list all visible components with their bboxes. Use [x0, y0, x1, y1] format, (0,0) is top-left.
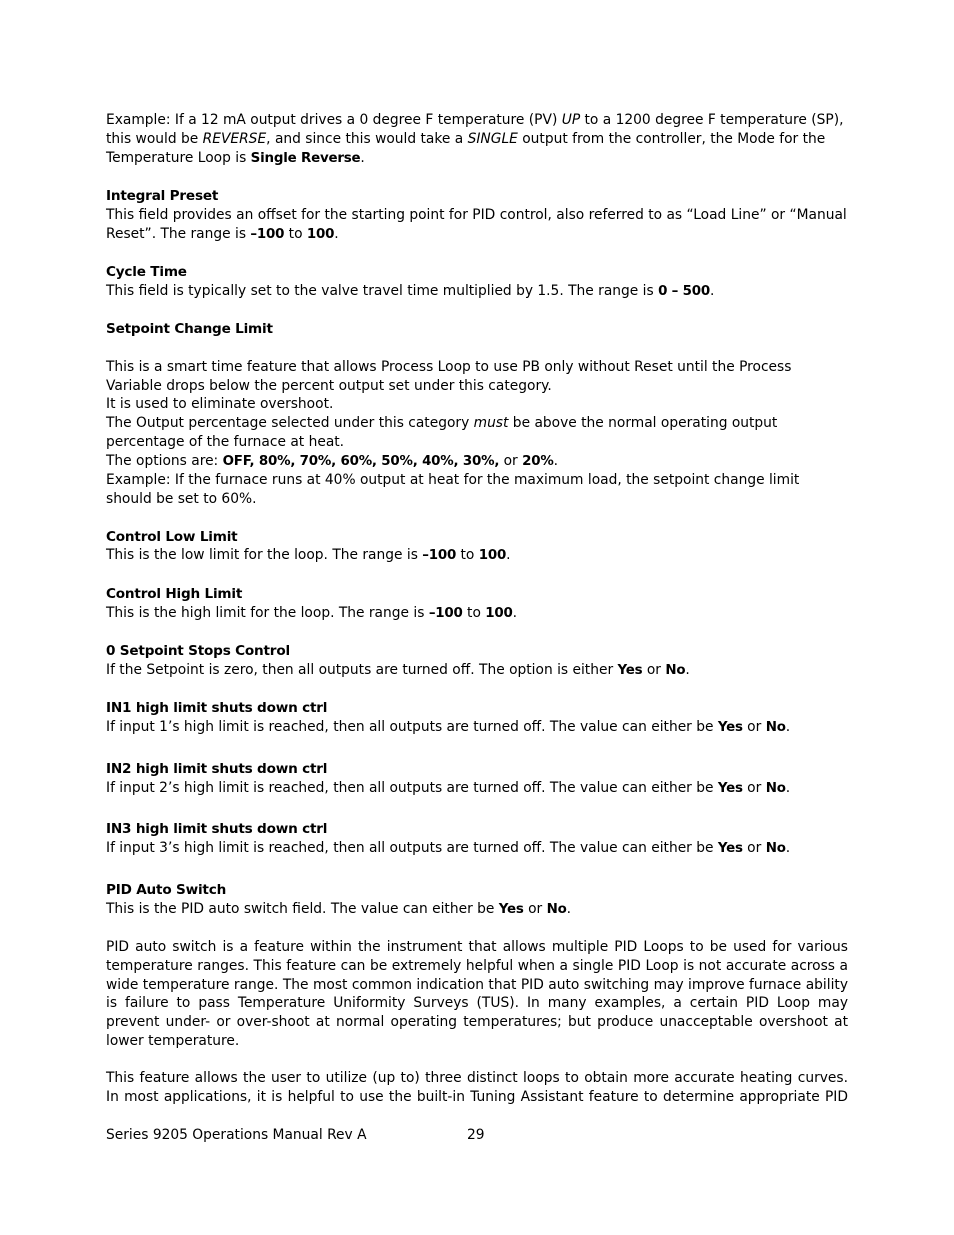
body-text: .: [506, 547, 511, 564]
option-no: No: [765, 780, 786, 796]
footer-title: Series 9205 Operations Manual Rev A: [106, 1127, 367, 1143]
intro-paragraph: [106, 111, 848, 168]
section-heading: 0 Setpoint Stops Control: [106, 643, 290, 659]
option-yes: Yes: [717, 780, 743, 796]
section-body: This is a smart time feature that allows Process Loop to use PB only without Reset until the Process Variable drops below the percent output set under this category.: [106, 358, 792, 394]
range-value: 0 – 500: [658, 283, 710, 299]
body-text: .: [334, 225, 339, 242]
body-text: .: [512, 604, 518, 621]
section-heading: IN2 high limit shuts down ctrl: [106, 760, 328, 777]
body-text: If input 2’s high limit is reached, then all outputs are turned off. The value can either be: [106, 779, 718, 796]
body-text: The Output percentage selected under this category: [106, 415, 474, 431]
intro-text: output from the controller, the Mode for the Temperature Loop is: [106, 130, 826, 166]
option-no: No: [665, 662, 686, 678]
body-text: .: [566, 900, 571, 917]
range-min: –100: [422, 548, 457, 564]
range-min: –100: [250, 226, 285, 242]
section-heading: Cycle Time: [106, 264, 187, 280]
option-yes: Yes: [617, 662, 643, 678]
body-text: This is the PID auto switch field. The value can either be: [106, 900, 499, 917]
body-text: or: [499, 452, 523, 469]
intro-text: to a 1200 degree F temperature (SP), this would be: [106, 112, 844, 147]
body-text: This field is typically set to the valve travel time multiplied by 1.5. The range is: [106, 282, 659, 299]
section-body: [106, 779, 848, 799]
body-text: .: [785, 719, 791, 735]
intro-single: SINGLE: [467, 130, 518, 147]
section-heading: IN1 high limit shuts down ctrl: [106, 700, 328, 717]
intro-text: Example: If a 12 mA output drives a 0 degree F temperature (PV): [106, 112, 562, 128]
section-heading: Control Low Limit: [106, 528, 238, 545]
body-text: .: [785, 840, 791, 856]
body-text: If input 1’s high limit is reached, then all outputs are turned off. The value can either be: [106, 719, 718, 735]
section-body: Example: If the furnace runs at 40% output at heat for the maximum load, the setpoint change limit should be set to 60%.: [106, 472, 800, 507]
body-text: .: [553, 452, 558, 469]
section-heading: Setpoint Change Limit: [106, 321, 273, 338]
body-text: to: [462, 604, 486, 621]
section-body: [106, 452, 848, 472]
body-text: or: [742, 840, 766, 856]
section-heading: IN3 high limit shuts down ctrl: [106, 821, 328, 838]
document-body: [106, 111, 848, 1107]
body-text: This field provides an offset for the starting point for PID control, also referred to as “Load Line” or “Manual Reset”. The range is: [106, 206, 847, 242]
section-body: [106, 839, 848, 859]
page-number: 29: [467, 1127, 485, 1143]
body-text: or: [742, 779, 766, 796]
range-max: 100: [485, 605, 513, 621]
section-body: [106, 206, 848, 245]
body-text: .: [785, 779, 791, 796]
option-yes: Yes: [498, 901, 524, 917]
body-text: be above the normal operating output percentage of the furnace at heat.: [106, 415, 778, 450]
section-body: [106, 604, 848, 624]
section-body: [106, 414, 848, 452]
section-body: It is used to eliminate overshoot.: [106, 396, 334, 413]
body-text: This is the low limit for the loop. The range is: [106, 547, 423, 564]
intro-text: .: [360, 149, 365, 166]
range-min: –100: [428, 605, 463, 621]
section-body: PID auto switch is a feature within the instrument that allows multiple PID Loops to be used for various temperature ranges. This feature can be extremely helpful when a single PID Loop is not accurate across a wide temperature range. The most common indication that PID auto switching may improve furnace ability is failure to pass Temperature Uniformity Surveys (TUS). In many examples, a certain PID Loop may prevent under- or over-shoot at normal operating temperatures; but produce unacceptable overshoot at lower temperature.: [106, 939, 848, 1049]
range-max: 100: [306, 226, 335, 242]
section-body: This feature allows the user to utilize (up to) three distinct loops to obtain more accurate heating curves. In most applications, it is helpful to use the built-in Tuning Assistant feature to determine appropriate PID: [106, 1070, 848, 1105]
body-text: This is the high limit for the loop. The range is: [106, 604, 429, 621]
section-heading: Control High Limit: [106, 585, 243, 602]
intro-text: , and since this would take a: [266, 130, 468, 147]
intro-reverse: REVERSE: [202, 130, 267, 147]
section-heading: PID Auto Switch: [106, 881, 227, 898]
body-text: If the Setpoint is zero, then all outputs are turned off. The option is either: [106, 661, 618, 678]
section-heading: Integral Preset: [106, 188, 219, 204]
section-body: [106, 546, 848, 566]
intro-up: UP: [561, 112, 581, 128]
section-body: [106, 718, 848, 738]
section-body: [106, 900, 848, 920]
body-text: .: [709, 282, 715, 299]
intro-mode: Single Reverse: [250, 150, 361, 166]
section-body: [106, 661, 848, 681]
option-no: No: [546, 901, 567, 917]
body-text: or: [742, 719, 766, 735]
option-no: No: [765, 720, 786, 735]
option-yes: Yes: [717, 720, 743, 735]
options-list: OFF, 80%, 70%, 60%, 50%, 40%, 30%,: [222, 453, 500, 469]
body-text: If input 3’s high limit is reached, then all outputs are turned off. The value can either be: [106, 840, 718, 856]
option-yes: Yes: [717, 841, 743, 856]
body-text: to: [284, 225, 307, 242]
option-value: 20%: [522, 453, 554, 469]
body-text: .: [685, 661, 690, 678]
body-text: to: [456, 547, 479, 564]
section-body: [106, 282, 848, 302]
emphasis: must: [473, 415, 509, 431]
body-text: or: [642, 661, 666, 678]
body-text: The options are:: [106, 452, 223, 469]
option-no: No: [765, 841, 786, 856]
page-footer: [106, 1126, 485, 1145]
range-max: 100: [478, 548, 507, 564]
body-text: or: [523, 900, 547, 917]
